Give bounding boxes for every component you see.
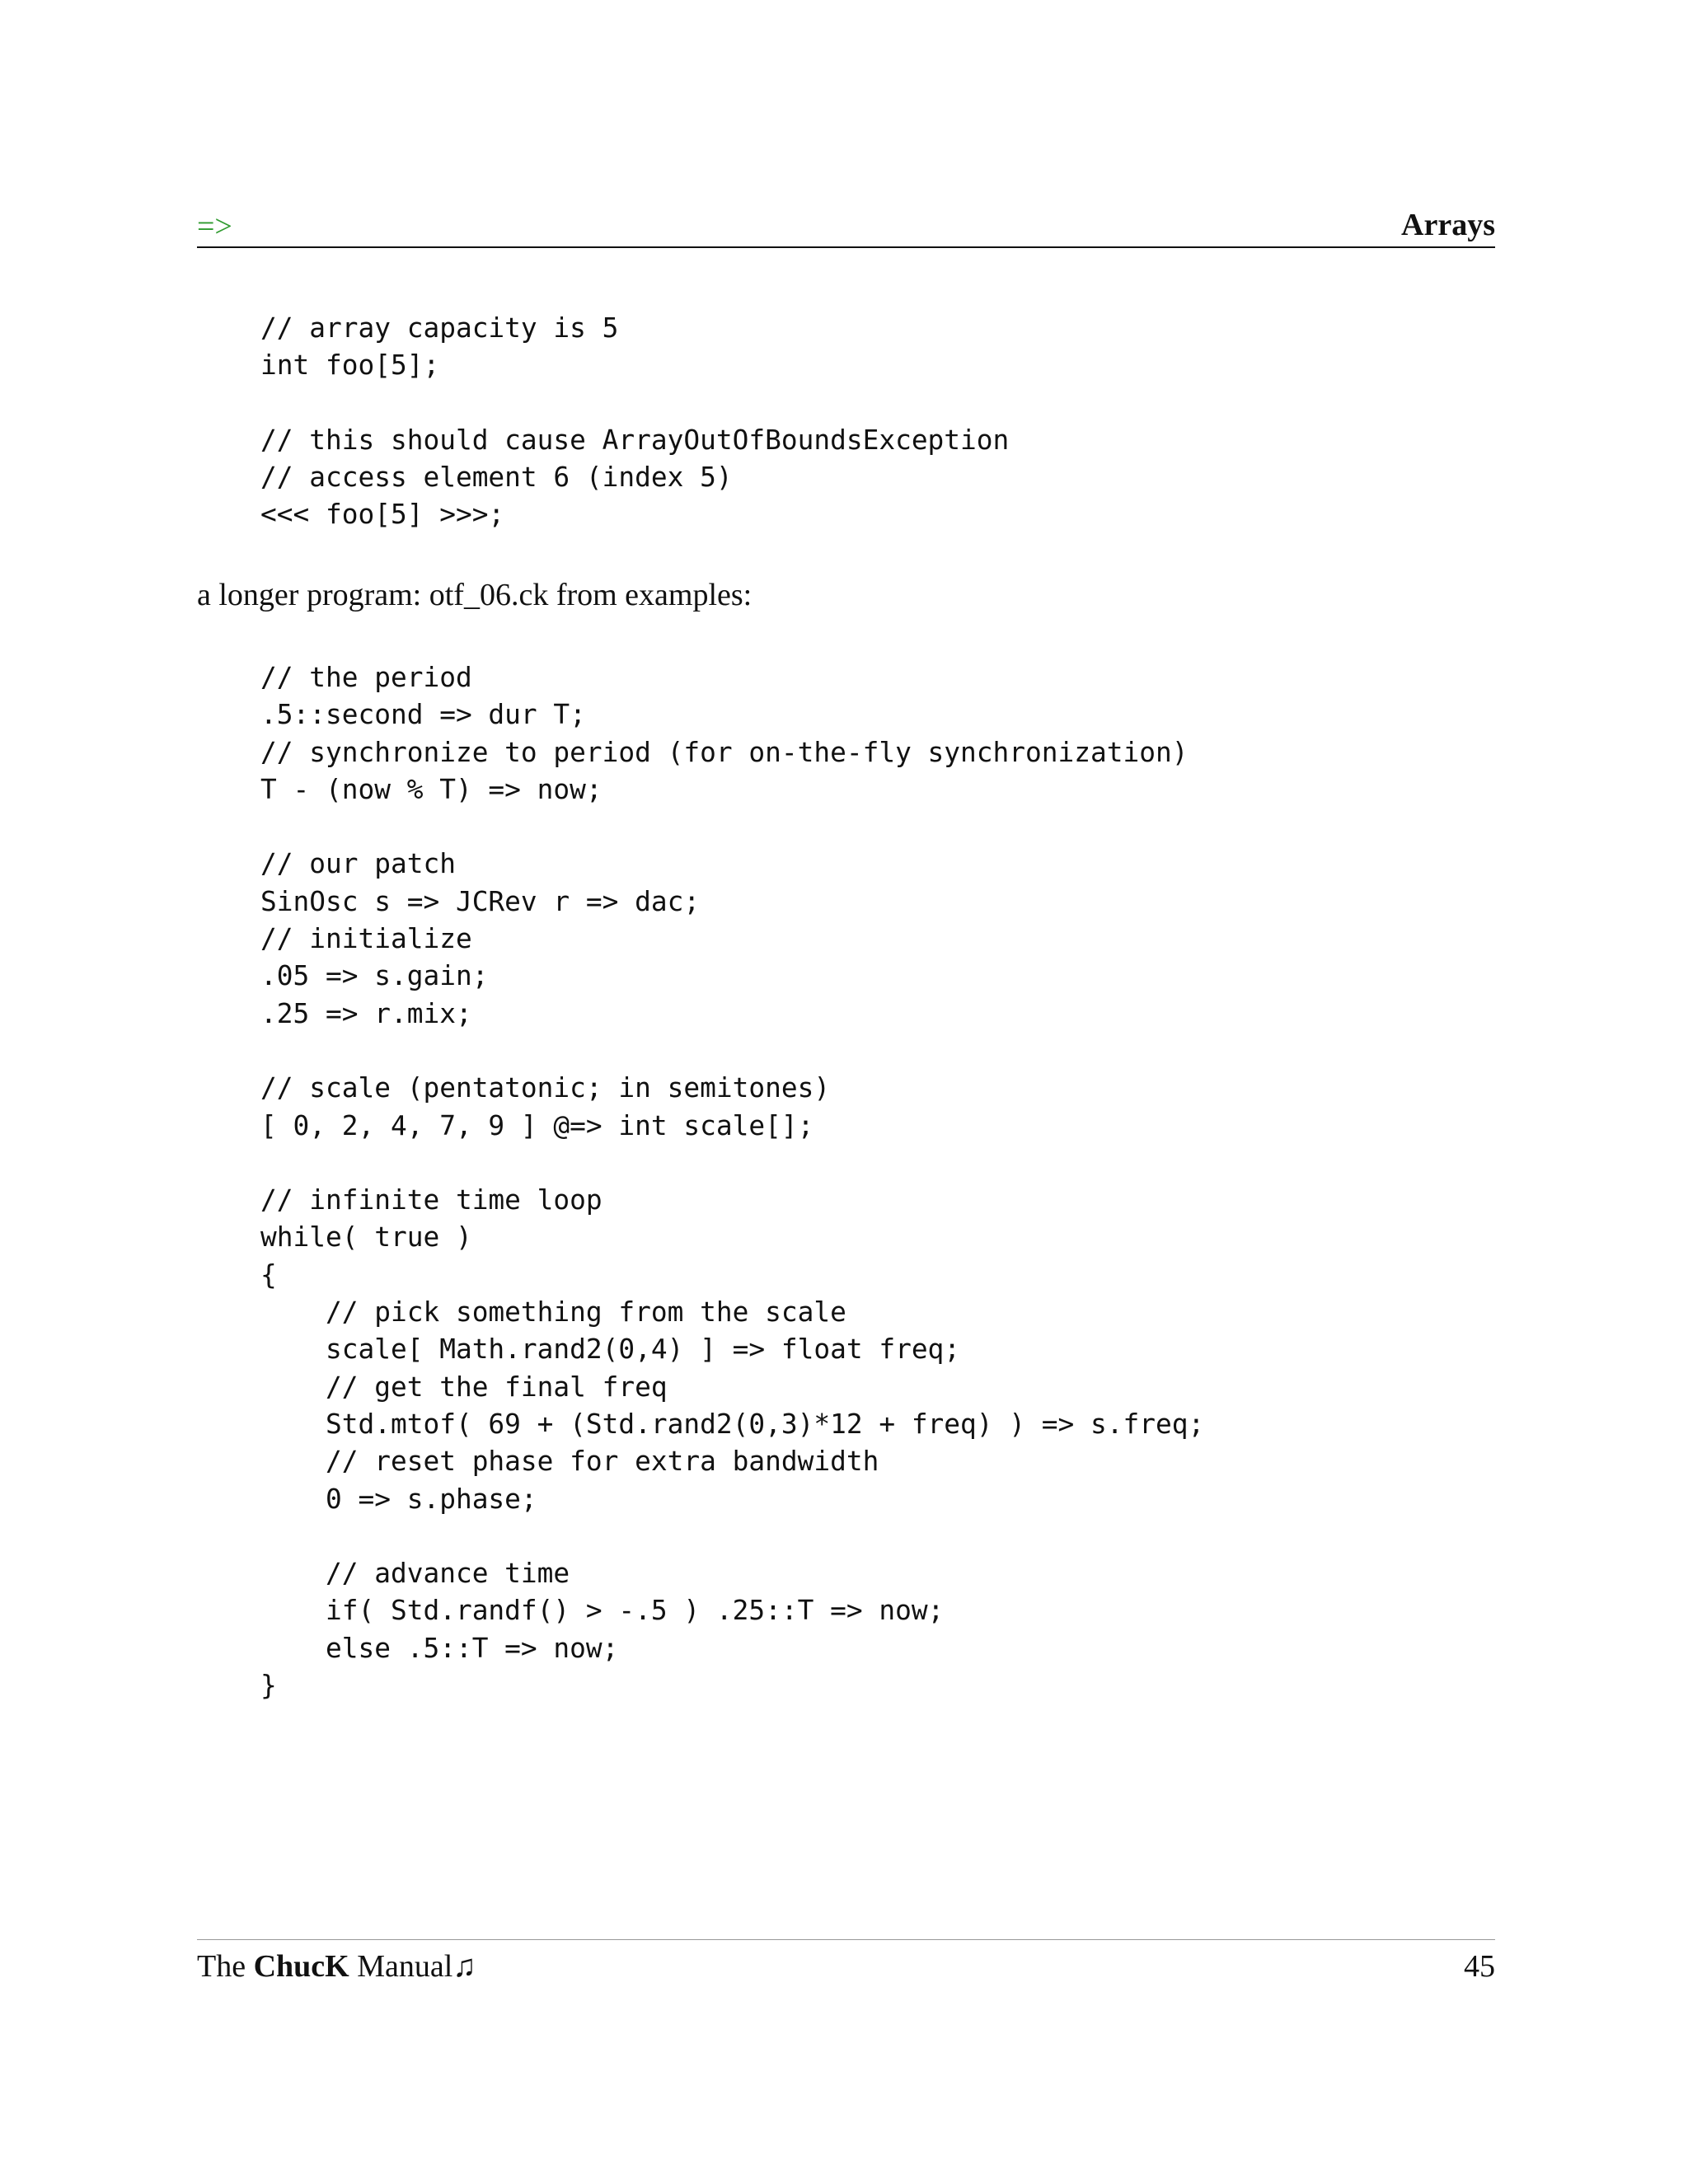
code-line: int foo[5];	[260, 349, 440, 382]
code-line: SinOsc s => JCRev r => dac;	[260, 885, 701, 917]
code-line: // the period	[260, 662, 472, 693]
code-line: .5::second => dur T;	[260, 699, 586, 731]
code-line: // array capacity is 5	[260, 312, 619, 344]
code-line: {	[260, 1258, 277, 1291]
footer-chuck: ChucK	[253, 1949, 349, 1984]
header-rule	[197, 246, 1495, 248]
footer-the: The	[197, 1949, 246, 1984]
code-line: T - (now % T) => now;	[260, 773, 603, 805]
code-line: <<< foo[5] >>>;	[260, 499, 505, 531]
code-line: // this should cause ArrayOutOfBoundsException	[260, 424, 1010, 456]
code-line	[260, 1033, 1204, 1070]
code-line: // synchronize to period (for on-the-fly synchronization)	[260, 736, 1189, 768]
code-line	[260, 385, 1009, 422]
code-line: // scale (pentatonic; in semitones)	[260, 1072, 831, 1104]
code-line: 0 => s.phase;	[260, 1483, 537, 1515]
code-line: [ 0, 2, 4, 7, 9 ] @=> int scale[];	[260, 1109, 814, 1141]
code-line: if( Std.randf() > -.5 ) .25::T => now;	[260, 1595, 945, 1627]
code-line	[260, 808, 1204, 846]
code-line: // initialize	[260, 923, 472, 955]
code-line: // our patch	[260, 848, 456, 880]
code-line: .25 => r.mix;	[260, 997, 472, 1029]
footer-manual: Manual	[357, 1949, 453, 1984]
code-block-otf-06	[260, 659, 1204, 1704]
body-paragraph: a longer program: otf_06.ck from examples:	[197, 578, 753, 612]
code-line	[260, 1145, 1204, 1182]
header-arrow-mark: =>	[197, 209, 232, 244]
code-line: .05 => s.gain;	[260, 960, 489, 992]
code-line: else .5::T => now;	[260, 1632, 619, 1664]
section-title: Arrays	[1401, 208, 1495, 242]
code-line: Std.mtof( 69 + (Std.rand2(0,3)*12 + freq) ) => s.freq;	[260, 1408, 1205, 1440]
footer-rule	[197, 1939, 1495, 1940]
code-line: // get the final freq	[260, 1371, 668, 1403]
page-number: 45	[1464, 1949, 1495, 1984]
code-line: while( true )	[260, 1221, 472, 1254]
code-line	[260, 1518, 1204, 1555]
code-line: // advance time	[260, 1558, 570, 1590]
code-line: scale[ Math.rand2(0,4) ] => float freq;	[260, 1333, 961, 1366]
code-line: // infinite time loop	[260, 1184, 603, 1216]
code-line: // reset phase for extra bandwidth	[260, 1446, 879, 1478]
footer-manual-title	[197, 1948, 476, 1985]
music-note-icon: ♫	[452, 1949, 476, 1984]
code-line: // pick something from the scale	[260, 1296, 846, 1329]
code-line: }	[260, 1670, 277, 1702]
code-block-array-bounds	[260, 310, 1009, 534]
code-line: // access element 6 (index 5)	[260, 462, 733, 494]
